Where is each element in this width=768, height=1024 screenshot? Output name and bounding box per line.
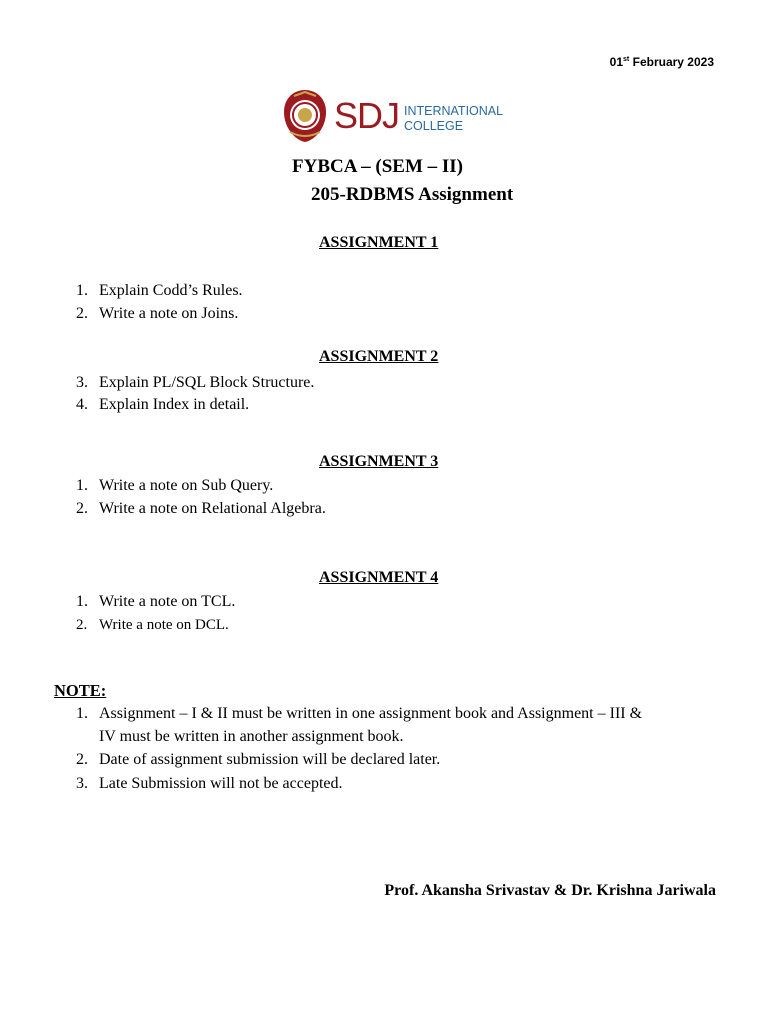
item-number: 4. <box>76 396 88 413</box>
item-text: Write a note on Relational Algebra. <box>99 500 326 517</box>
assignment-2-heading: ASSIGNMENT 2 <box>319 348 439 365</box>
course-title: FYBCA – (SEM – II) <box>292 156 464 177</box>
logo-brand: SDJ <box>334 95 400 136</box>
logo-college-name <box>404 104 503 134</box>
logo-line-2: COLLEGE <box>404 119 464 133</box>
item-number: 2. <box>76 500 88 517</box>
item-text: Date of assignment submission will be declared later. <box>99 751 441 768</box>
assignment-title: 205-RDBMS Assignment <box>311 184 514 205</box>
signature: Prof. Akansha Srivastav & Dr. Krishna Jariwala <box>384 882 716 899</box>
item-number: 1. <box>76 593 88 610</box>
assignment-3-heading: ASSIGNMENT 3 <box>319 453 439 470</box>
note-heading: NOTE: <box>54 681 107 700</box>
item-number: 3. <box>76 775 88 792</box>
document-date <box>610 55 714 69</box>
item-number: 2. <box>76 751 88 768</box>
item-number: 3. <box>76 374 88 391</box>
item-text: Explain Index in detail. <box>99 396 250 413</box>
college-logo <box>280 88 504 148</box>
assignment-4-heading: ASSIGNMENT 4 <box>319 569 439 586</box>
date-day: 01 <box>609 55 624 69</box>
item-text: IV must be written in another assignment book. <box>99 728 404 745</box>
logo-line-1: INTERNATIONAL <box>404 104 504 118</box>
item-number: 2. <box>76 305 88 322</box>
date-month-year: February 2023 <box>632 55 714 69</box>
item-text: Explain Codd’s Rules. <box>99 282 243 299</box>
item-number: 1. <box>76 282 88 299</box>
item-number: 1. <box>76 705 88 722</box>
date-suffix: st <box>623 56 630 63</box>
assignment-1-heading: ASSIGNMENT 1 <box>319 234 439 251</box>
college-seal-icon <box>280 88 330 144</box>
item-text: Assignment – I & II must be written in one assignment book and Assignment – III & <box>99 705 643 722</box>
item-text: Write a note on TCL. <box>99 593 236 610</box>
item-text: Explain PL/SQL Block Structure. <box>99 374 315 391</box>
item-number: 2. <box>76 617 88 633</box>
item-text: Write a note on Sub Query. <box>99 477 274 494</box>
item-number: 1. <box>76 477 88 494</box>
item-text: Write a note on DCL. <box>99 617 229 633</box>
item-text: Late Submission will not be accepted. <box>99 775 343 792</box>
item-text: Write a note on Joins. <box>99 305 239 322</box>
